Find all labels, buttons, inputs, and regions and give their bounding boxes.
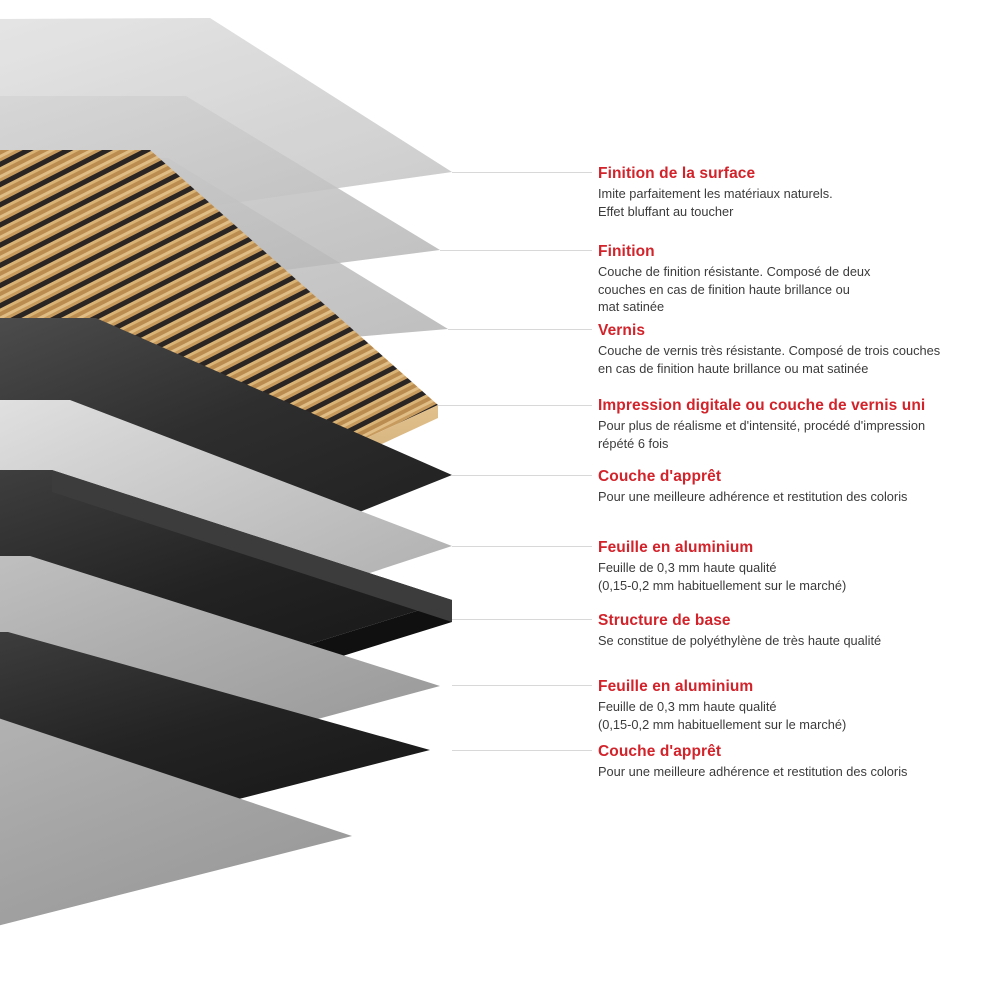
callout-description: [598, 632, 994, 650]
callout-list: [598, 0, 994, 1000]
callout-title: Feuille en aluminium: [598, 678, 754, 695]
callout-title: Impression digitale ou couche de vernis uni: [598, 397, 926, 414]
callout-description-line: Pour une meilleure adhérence et restitution des coloris: [598, 764, 908, 779]
leader-line: [452, 750, 592, 751]
leader-line: [452, 475, 592, 476]
callout-description-line: Pour plus de réalisme et d'intensité, procédé d'impression: [598, 418, 926, 433]
callout-description-line: Feuille de 0,3 mm haute qualité: [598, 699, 777, 714]
callout-5: [598, 467, 994, 506]
callout-title: Couche d'apprêt: [598, 743, 722, 760]
callout-description-line: en cas de finition haute brillance ou mat satinée: [598, 360, 869, 376]
callout-description-line: Couche de finition résistante. Composé de deux: [598, 264, 871, 279]
callout-7: [598, 611, 994, 650]
callout-description: [598, 342, 994, 377]
callout-description-line: Imite parfaitement les matériaux naturels.: [598, 186, 833, 201]
callout-9: [598, 742, 994, 781]
callout-description: [598, 559, 994, 594]
callout-description-line: répété 6 fois: [598, 435, 669, 451]
callout-description: [598, 417, 994, 452]
callout-description: [598, 488, 994, 506]
leader-line: [452, 172, 592, 173]
leader-line: [452, 619, 592, 620]
leader-line: [438, 405, 592, 406]
leader-line: [440, 250, 592, 251]
callout-title: Finition: [598, 243, 655, 260]
leader-line: [448, 329, 592, 330]
leader-line: [452, 685, 592, 686]
callout-description-line: Se constitue de polyéthylène de très haute qualité: [598, 633, 882, 648]
callout-description-line: (0,15-0,2 mm habituellement sur le marché): [598, 577, 847, 593]
callout-title: Vernis: [598, 322, 646, 339]
callout-description-line: Feuille de 0,3 mm haute qualité: [598, 560, 777, 575]
callout-6: [598, 538, 994, 594]
callout-description: [598, 698, 994, 733]
callout-title: Structure de base: [598, 612, 731, 629]
callout-3: [598, 321, 994, 377]
callout-description: [598, 763, 994, 781]
callout-title: Feuille en aluminium: [598, 539, 754, 556]
callout-description-line: Pour une meilleure adhérence et restitution des coloris: [598, 489, 908, 504]
callout-1: [598, 164, 994, 220]
callout-title: Couche d'apprêt: [598, 468, 722, 485]
callout-8: [598, 677, 994, 733]
leader-line: [452, 546, 592, 547]
callout-description-line: (0,15-0,2 mm habituellement sur le marché): [598, 716, 847, 732]
callout-2: [598, 242, 994, 316]
callout-description: [598, 185, 994, 220]
callout-4: [598, 396, 994, 452]
callout-description-line: mat satinée: [598, 299, 665, 314]
callout-description: [598, 263, 994, 316]
callout-description-line: Couche de vernis très résistante. Composé de trois couches: [598, 343, 941, 358]
callout-description-line: couches en cas de finition haute brillance ou: [598, 281, 850, 297]
callout-title: Finition de la surface: [598, 165, 756, 182]
callout-description-line: Effet bluffant au toucher: [598, 203, 734, 219]
